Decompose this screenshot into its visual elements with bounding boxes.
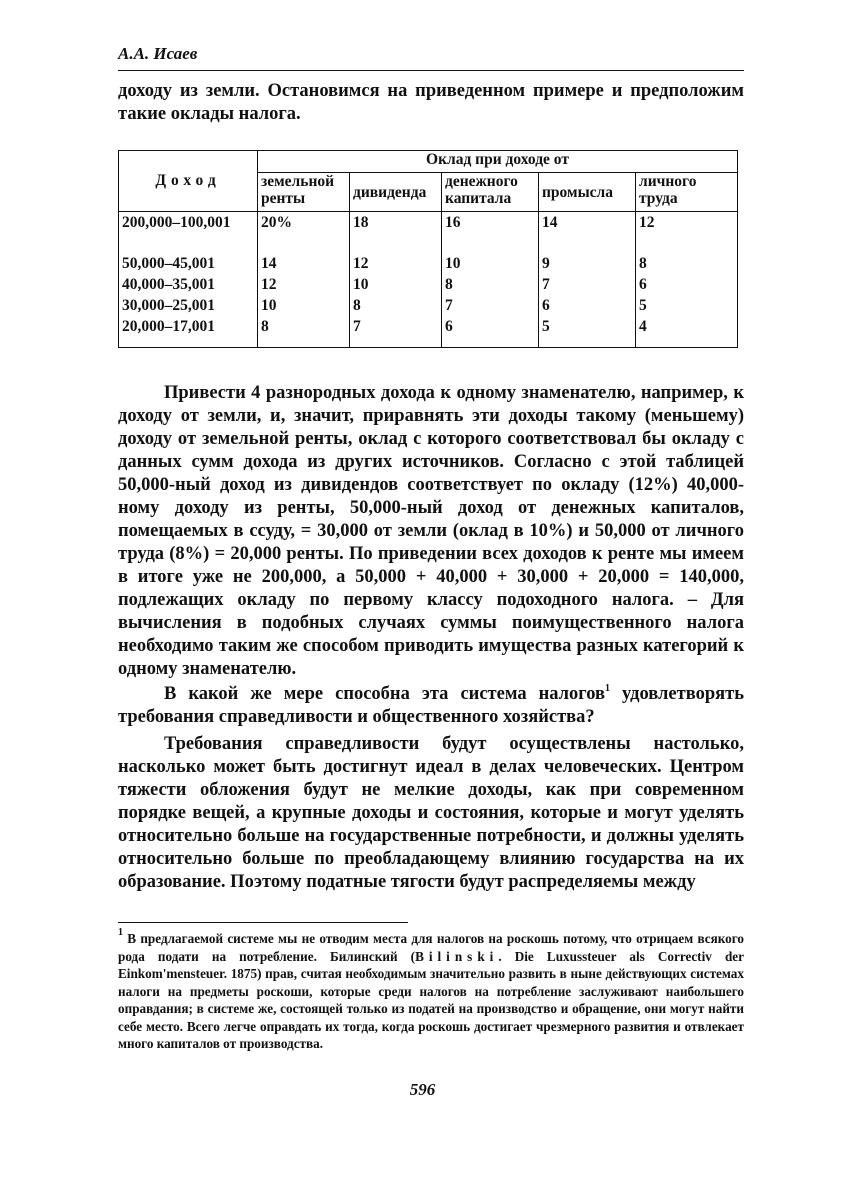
rate-cell: 8 (350, 295, 442, 316)
intro-paragraph: доходу из земли. Остановимся на приведенном примере и предположим такие оклады налога. (118, 81, 744, 124)
rate-cell: 16 (442, 212, 539, 234)
page-number: 596 (409, 1080, 436, 1099)
footnote-text: В предлагаемой системе мы не отводим места для налогов на роскошь потому, что отрицаем всякого рода подати на потребление. Билинский ( (118, 931, 744, 964)
body-paragraph-with-footnote-mark (118, 683, 744, 729)
footnote-spaced-name: Bilinski (415, 948, 499, 964)
column-header-dividend: дивиденда (350, 173, 442, 212)
footnote-text: . Die Luxussteuer als Correctiv der Einkom'mensteuer. 1875) прав, считая необходимым значительно развить в ныне действующих системах налоги на предметы роскоши, которые среди налогов на потребление заслуживают наибольшего оправдания; в системе же, состоящей только из податей на производство и обращение, они могут найти себе место. Всего легче оправдать их тогда, когда роскошь достигает чрезмерного развития и отвлекает много капиталов от производства. (118, 948, 744, 1051)
rate-cell: 6 (442, 316, 539, 348)
rate-cell: 8 (442, 274, 539, 295)
rate-cell: 10 (442, 253, 539, 274)
body-paragraph: Требования справедливости будут осуществлены настолько, насколько может быть достигнут идеал в делах человеческих. Центром тяжести обложения будут не мелкие доходы, как при современном порядке вещей, а крупные доходы и состояния, которые и могут уделять относительно больше на государственные потребности, и должны уделять относительно больше по преобладающему влиянию государства на их образование. Поэтому податные тягости будут распределяемы между (118, 734, 744, 892)
rate-cell: 12 (350, 253, 442, 274)
rate-cell: 7 (539, 274, 636, 295)
rate-cell: 7 (442, 295, 539, 316)
rate-cell: 14 (539, 212, 636, 234)
rate-cell: 8 (636, 253, 738, 274)
rate-cell: 14 (258, 253, 350, 274)
footnote (118, 927, 744, 1053)
rate-cell: 20% (258, 212, 350, 234)
rate-cell: 6 (636, 274, 738, 295)
column-header-money-capital: денежного капитала (442, 173, 539, 212)
rate-cell: 5 (539, 316, 636, 348)
paragraph-text: В какой же мере способна эта система налогов (164, 684, 606, 704)
rate-group-header: Оклад при доходе от (258, 151, 738, 173)
table-row (119, 316, 738, 348)
rate-cell: 7 (350, 316, 442, 348)
footnote-mark: 1 (118, 927, 123, 938)
table-row (119, 295, 738, 316)
rate-cell: 6 (539, 295, 636, 316)
rate-cell: 4 (636, 316, 738, 348)
rate-cell: 5 (636, 295, 738, 316)
footnote-rule (118, 922, 408, 923)
income-range-cell: 40,000–35,001 (119, 274, 258, 295)
rate-cell: 10 (258, 295, 350, 316)
body-paragraph: Привести 4 разнородных дохода к одному знаменателю, например, к доходу от земли, и, значит, приравнять эти доходы такому (меньшему) доходу от земельной ренты, оклад с которого соответствовал бы окладу с данных сумм дохода из других источников. Согласно с этой таблицей 50,000-ный доход из дивидендов соответствует по окладу (12%) 40,000-ному доходу из ренты, 50,000-ный доход от денежных капиталов, помещаемых в ссуду, = 30,000 от земли (оклад в 10%) и 50,000 от личного труда (8%) = 20,000 ренты. По приведении всех доходов к ренте мы имеем в итоге уже не 200,000, а 50,000 + 40,000 + 30,000 + 20,000 = 140,000, подлежащих окладу по первому классу подоходного налога. – Для вычисления в подобных случаях суммы поимущественного налога необходимо таким же способом приводить имущества разных категорий к одному знаменателю. (118, 383, 744, 679)
rate-cell: 10 (350, 274, 442, 295)
column-header-trade: промысла (539, 173, 636, 212)
rate-cell: 12 (258, 274, 350, 295)
table-row (119, 253, 738, 274)
table-spacer-row (119, 233, 738, 253)
column-header-land-rent: земельной ренты (258, 173, 350, 212)
rate-cell: 9 (539, 253, 636, 274)
header-rule (118, 70, 744, 71)
table-row (119, 212, 738, 234)
column-header-personal-labor: личного труда (636, 173, 738, 212)
footnote-reference: 1 (605, 683, 611, 694)
table-row (119, 274, 738, 295)
rate-cell: 8 (258, 316, 350, 348)
paragraph-text: удовлетворять требования справедливости и общественного хозяйства? (118, 684, 744, 727)
rate-cell: 18 (350, 212, 442, 234)
income-range-cell: 20,000–17,001 (119, 316, 258, 348)
income-range-cell: 30,000–25,001 (119, 295, 258, 316)
income-column-header: Доход (119, 151, 258, 212)
income-range-cell: 50,000–45,001 (119, 253, 258, 274)
running-header-author: А.А. Исаев (118, 44, 198, 63)
income-range-cell: 200,000–100,001 (119, 212, 258, 234)
rate-cell: 12 (636, 212, 738, 234)
tax-rate-table (118, 150, 738, 348)
